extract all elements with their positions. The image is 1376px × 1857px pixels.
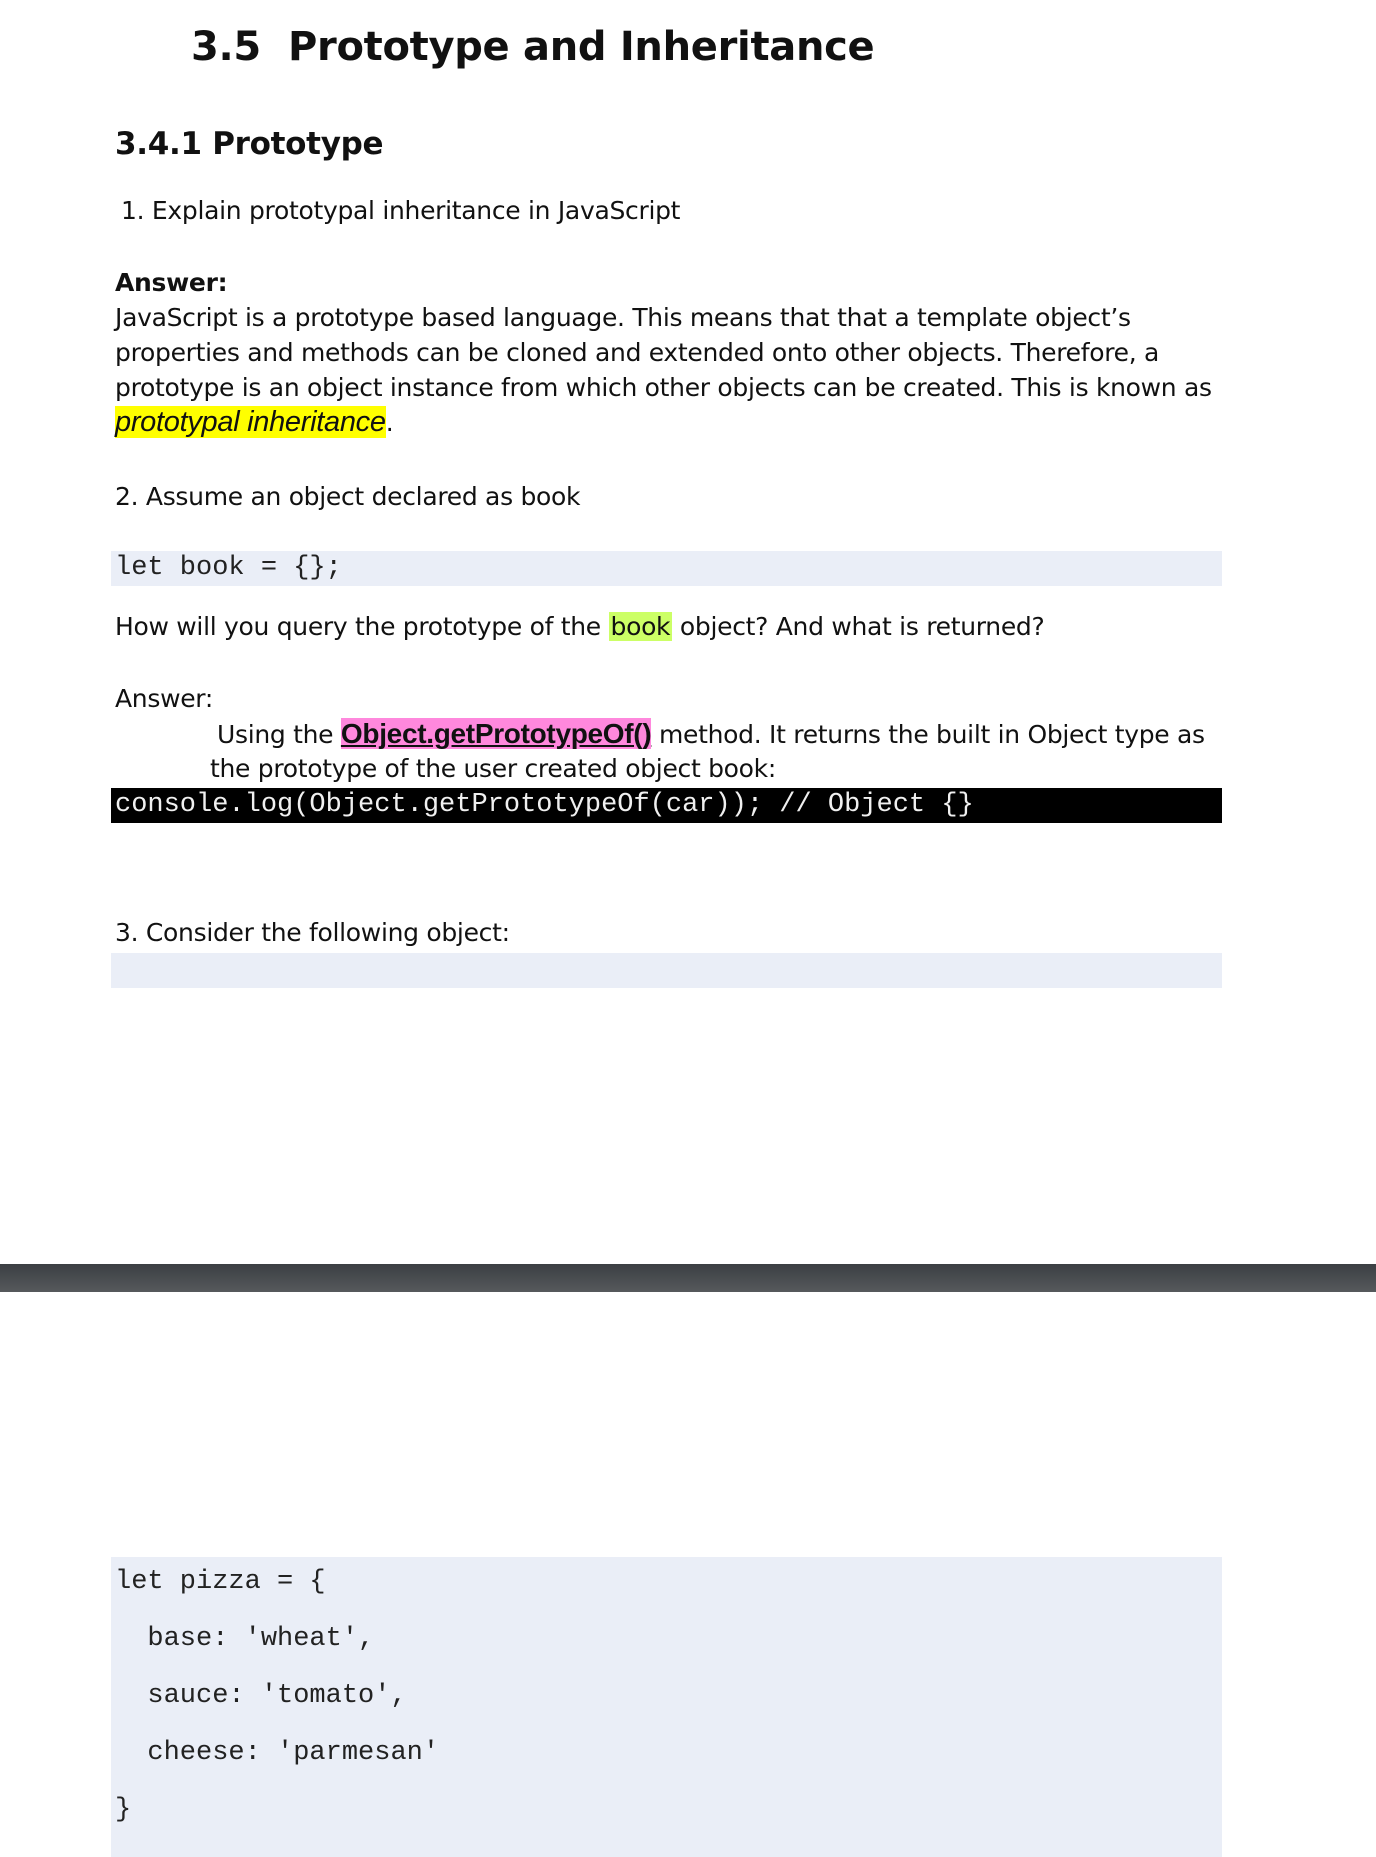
answer-2-pre: Using the [217,720,341,749]
answer-1-period: . [385,408,394,437]
subsection-heading: 3.4.1 Prototype [115,126,384,162]
console-code-line: console.log(Object.getPrototypeOf(car)); // Object {} [115,790,974,820]
answer-2-line-2: the prototype of the user created object book: [210,754,776,783]
section-heading [191,24,874,70]
answer-1-label: Answer: [115,268,228,297]
answer-1-line-4 [115,406,393,439]
answer-1-line-3: prototype is an object instance from which other objects can be created. This is known as [115,373,1212,402]
highlight-book: book [610,612,671,641]
answer-1-line-2: properties and methods can be cloned and extended onto other objects. Therefore, a [115,338,1160,367]
code-line: let book = {}; [115,553,342,583]
code-line: cheese: 'parmesan' [115,1738,440,1768]
console-code-block [111,788,1222,823]
document-page-2 [0,1292,1376,1825]
question-2-pre: How will you query the prototype of the [115,612,609,641]
question-1: 1. Explain prototypal inheritance in JavaScript [121,196,681,225]
code-block-empty [111,953,1222,988]
code-line: sauce: 'tomato', [115,1681,407,1711]
question-2-intro: 2. Assume an object declared as book [115,482,581,511]
code-line: } [115,1795,132,1825]
highlight-prototypal-inheritance: prototypal inheritance [115,406,386,438]
code-line: let pizza = { [115,1567,326,1597]
section-number: 3.5 [191,24,261,70]
answer-1-line-1: JavaScript is a prototype based language. This means that that a template object’s [115,303,1131,332]
question-2-post: object? And what is returned? [672,612,1045,641]
answer-2-label: Answer: [115,684,213,713]
question-3-intro: 3. Consider the following object: [115,918,510,947]
answer-2-line-1 [217,718,1205,750]
question-2 [115,612,1044,641]
code-block-book [111,551,1222,586]
answer-2-post: method. It returns the built in Object type as [651,720,1205,749]
method-object-getprototypeof: Object.getPrototypeOf() [340,718,652,749]
code-line: base: 'wheat', [115,1624,375,1654]
section-title: Prototype and Inheritance [288,24,875,70]
page-separator [0,1264,1376,1292]
code-block-pizza [111,1557,1222,1857]
